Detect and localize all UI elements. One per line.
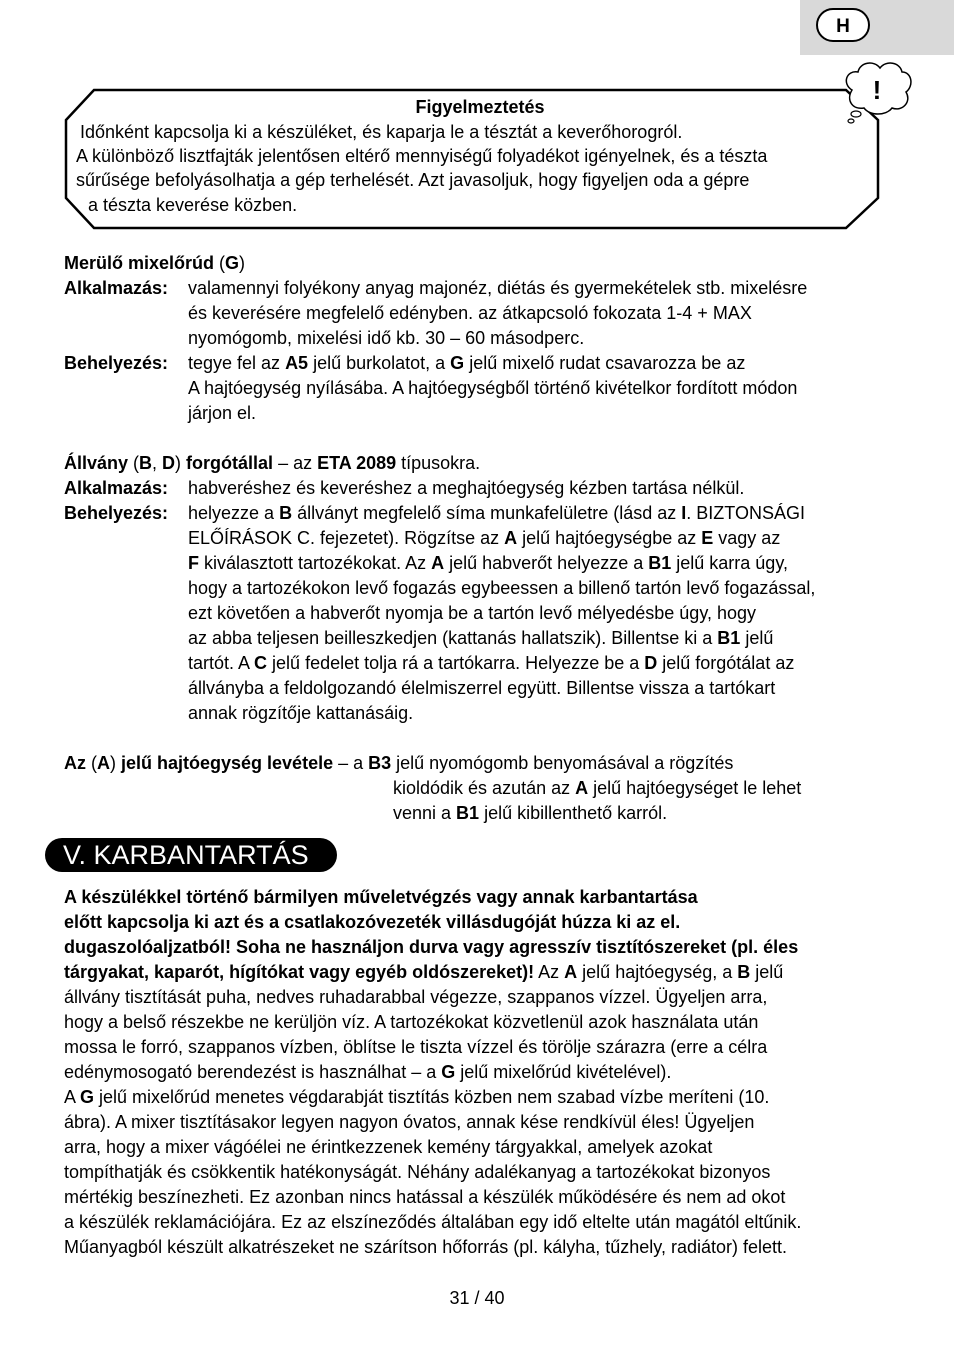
mixer-insert-line: tegye fel az A5 jelű burkolatot, a G jelű mixelő rudat csavarozza be az [188,353,746,373]
mixer-insert-line: járjon el. [188,403,257,423]
maintenance-line: arra, hogy a mixer vágóélei ne érintkezzenek kemény tárgyakkal, amelyek azokat [64,1137,713,1157]
stand-insert-line: helyezze a B állványt megfelelő síma munkafelületre (lásd az I. BIZTONSÁGI [188,503,805,523]
maintenance-line: állvány tisztítását puha, nedves ruhadarabbal végezze, szappanos vízzel. Ügyeljen arra, [64,987,768,1007]
maintenance-line: A készülékkel történő bármilyen műveletvégzés vagy annak karbantartása [64,887,698,907]
mixer-usage-label: Alkalmazás: [64,278,169,298]
maintenance-line: dugaszolóaljzatból! Soha ne használjon durva vagy agresszív tisztítószereket (pl. éles [64,937,799,957]
maintenance-line: tárgyakat, kaparót, hígítókat vagy egyéb oldószereket)! Az A jelű hajtóegység, a B jelű [64,962,784,982]
mixer-insert-label: Behelyezés: [64,353,169,373]
warning-line: Időnként kapcsolja ki a készüléket, és kaparja le a tésztát a keverőhorogról. [80,122,683,142]
removal-line: venni a B1 jelű kibillenthető karról. [393,803,668,823]
exclamation-mark: ! [872,75,882,105]
stand-title: Állvány (B, D) forgótállal – az ETA 2089 típusokra. [64,453,481,473]
removal-line: kioldódik és azután az A jelű hajtóegységet le lehet [393,778,802,798]
mixer-usage-line: és keverésére megfelelő edényben. az átkapcsoló fokozata 1-4 + MAX [188,303,752,323]
warning-line: A különböző lisztfajták jelentősen eltérő mennyiségű folyadékot igényelnek, és a tészta [76,146,768,166]
maintenance-line: A G jelű mixelőrúd menetes végdarabját tisztítás közben nem szabad vízbe meríteni (10. [64,1087,770,1107]
stand-insert-line: ezt követően a habverőt nyomja be a tartón levő mélyedésbe úgy, hogy [188,603,757,623]
maintenance-line: ábra). A mixer tisztításakor legyen nagyon óvatos, annak kése rendkívül éles! Ügyeljen [64,1112,755,1132]
stand-insert-line: ELŐÍRÁSOK C. fejezetet). Rögzítse az A jelű hajtóegységbe az E vagy az [188,528,781,548]
warning-title: Figyelmeztetés [415,97,545,117]
mixer-usage-line: valamennyi folyékony anyag majonéz, diétás és gyermekételek stb. mixelésre [188,278,808,298]
stand-insert-line: az abba teljesen beilleszkedjen (kattanás hallatszik). Billentse ki a B1 jelű [188,628,774,648]
mixer-title: Merülő mixelőrúd (G) [64,253,246,273]
stand-insert-label: Behelyezés: [64,503,169,523]
section-heading: V. KARBANTARTÁS [45,838,337,872]
maintenance-line: a készülék reklamációjára. Ez az elszíneződés általában egy idő eltelte után magától eltűnik. [64,1212,802,1232]
maintenance-line: Műanyagból készült alkatrészeket ne szárítson hőforrás (pl. kályha, tűzhely, radiátor) felett. [64,1237,788,1257]
maintenance-line: előtt kapcsolja ki azt és a csatlakozóvezeték villásdugóját húzza ki az el. [64,912,681,932]
maintenance-line: mossa le forró, szappanos vízben, öblítse le tiszta vízzel és törölje szárazra (erre a célra [64,1037,768,1057]
mixer-usage-line: nyomógomb, mixelési idő kb. 30 – 60 másodperc. [188,328,585,348]
stand-insert-line: annak rögzítője kattanásáig. [188,703,414,723]
language-badge: H [816,8,870,42]
maintenance-line: mértékig beszínezheti. Ez azonban nincs hatással a készülék működésére és nem ad okot [64,1187,786,1207]
page-number: 31 / 40 [449,1288,505,1308]
removal-title: Az (A) jelű hajtóegység levétele – a B3 jelű nyomógomb benyomásával a rögzítés [64,753,734,773]
stand-insert-line: hogy a tartozékokon levő fogazás egybeessen a billenő tartón levő fogazással, [188,578,816,598]
stand-usage-text: habveréshez és keveréshez a meghajtóegység kézben tartása nélkül. [188,478,745,498]
stand-usage-label: Alkalmazás: [64,478,169,498]
maintenance-line: tompíthatják és csökkentik hatékonyságát. Néhány adalékanyag a tartozékokat bizonyos [64,1162,771,1182]
stand-insert-line: tartót. A C jelű fedelet tolja rá a tartókarra. Helyezze be a D jelű forgótálat az [188,653,795,673]
warning-line: a tészta keverése közben. [88,195,298,215]
stand-insert-line: állványba a feldolgozandó élelmiszerrel együtt. Billentse vissza a tartókart [188,678,776,698]
stand-insert-line: F kiválasztott tartozékokat. Az A jelű habverőt helyezze a B1 jelű karra úgy, [188,553,788,573]
maintenance-line: hogy a belső részekbe ne kerüljön víz. A tartozékokat közvetlenül azok használata után [64,1012,759,1032]
mixer-insert-line: A hajtóegység nyílásába. A hajtóegységből történő kivételkor fordított módon [188,378,798,398]
maintenance-line: edénymosogató berendezést is használhat – a G jelű mixelőrúd kivételével). [64,1062,672,1082]
warning-line: sűrűsége befolyásolhatja a gép terhelését. Azt javasoljuk, hogy figyeljen oda a gépre [76,170,750,190]
